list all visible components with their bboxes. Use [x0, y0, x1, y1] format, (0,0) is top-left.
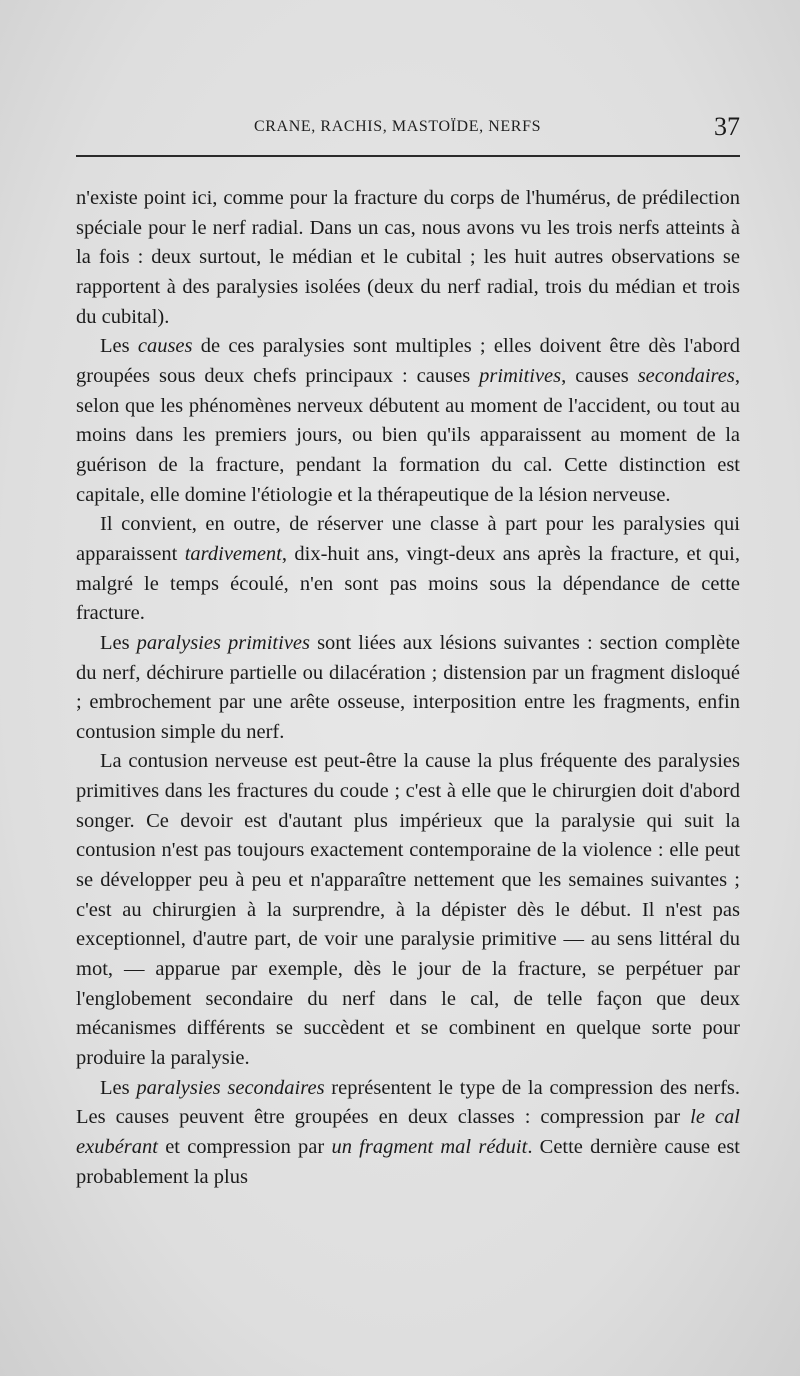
text-segment: . Cette dernière cause est probablement la plus	[76, 1136, 740, 1188]
text-segment: Les	[100, 335, 138, 358]
text-segment: sont liées aux lésions suivantes : section complète du nerf, déchirure partielle ou dilacération ; distension par un fragment disloqué ; embrochement par une arête osseuse, interposition entre les fragments, enfin contusion simple du nerf.	[76, 631, 740, 743]
italic-term: paralysies primitives	[136, 631, 310, 654]
italic-term: le cal exubérant	[76, 1106, 740, 1158]
running-head: CRANE, RACHIS, MASTOÏDE, NERFS	[254, 118, 542, 135]
text-segment: , dix-huit ans, vingt-deux ans après la fracture, et qui, malgré le temps écoulé, n'en sont pas moins sous la dépendance de cette fracture.	[76, 542, 740, 625]
italic-term: paralysies secondaires	[136, 1076, 325, 1099]
italic-term: un fragment mal réduit	[331, 1136, 528, 1158]
italic-term: tardivement	[184, 542, 282, 565]
text-segment: , causes	[561, 364, 638, 387]
paragraph-3	[76, 510, 740, 629]
text-segment: , selon que les phénomènes nerveux débutent au moment de l'accident, ou tout au moins dans les premiers jours, ou bien qu'ils apparaissent au moment de la guérison de la fracture, pendant la formation du cal. Cette distinction est capitale, elle domine l'étiologie et la thérapeutique de la lésion nerveuse.	[76, 364, 740, 506]
text-segment: Il convient, en outre, de réserver une classe à part pour les paralysies qui apparaissent	[76, 513, 740, 565]
italic-term: secondaires	[637, 364, 735, 387]
text-segment: et compression par	[157, 1136, 332, 1158]
italic-term: primitives	[479, 364, 562, 387]
text-segment: de ces paralysies sont multiples ; elles doivent être dès l'abord groupées sous deux chefs principaux : causes	[76, 335, 740, 387]
paragraph-1	[76, 184, 740, 332]
page-header	[76, 112, 740, 148]
paragraph-6	[76, 1074, 740, 1193]
page-number: 37	[714, 112, 740, 141]
paragraph-5	[76, 747, 740, 1073]
text-segment: n'existe point ici, comme pour la fracture du corps de l'humérus, de prédilection spéciale pour le nerf radial. Dans un cas, nous avons vu les trois nerfs atteints à la fois : deux surtout, le médian et le cubital ; les huit autres observations se rapportent à des paralysies isolées (deux du nerf radial, trois du médian et trois du cubital).	[76, 187, 740, 328]
text-segment: Les	[100, 1076, 137, 1099]
italic-term: causes	[137, 335, 193, 358]
text-segment: Les	[100, 631, 137, 654]
body-text	[76, 184, 740, 1192]
paragraph-2	[76, 332, 740, 510]
paragraph-4	[76, 629, 740, 748]
text-segment: représentent le type de la compression des nerfs. Les causes peuvent être groupées en deux classes : compression par	[76, 1076, 740, 1129]
text-segment: La contusion nerveuse est peut-être la cause la plus fréquente des paralysies primitives dans les fractures du coude ; c'est à elle que le chirurgien doit d'abord songer. Ce devoir est d'autant plus impérieux que la paralysie qui suit la contusion n'est pas toujours exactement contemporaine de la violence : elle peut se développer peu à peu et n'apparaître nettement que les semaines suivantes ; c'est au chirurgien à la surprendre, à la dépister dès le début. Il n'est pas exceptionnel, d'autre part, de voir une paralysie primitive — au sens littéral du mot, — apparue par exemple, dès le jour de la fracture, se perpétuer par l'englobement secondaire du nerf dans le cal, de telle façon que deux mécanismes différents se succèdent et se combinent en quelque sorte pour produire la paralysie.	[76, 750, 740, 1070]
header-rule	[76, 155, 740, 157]
